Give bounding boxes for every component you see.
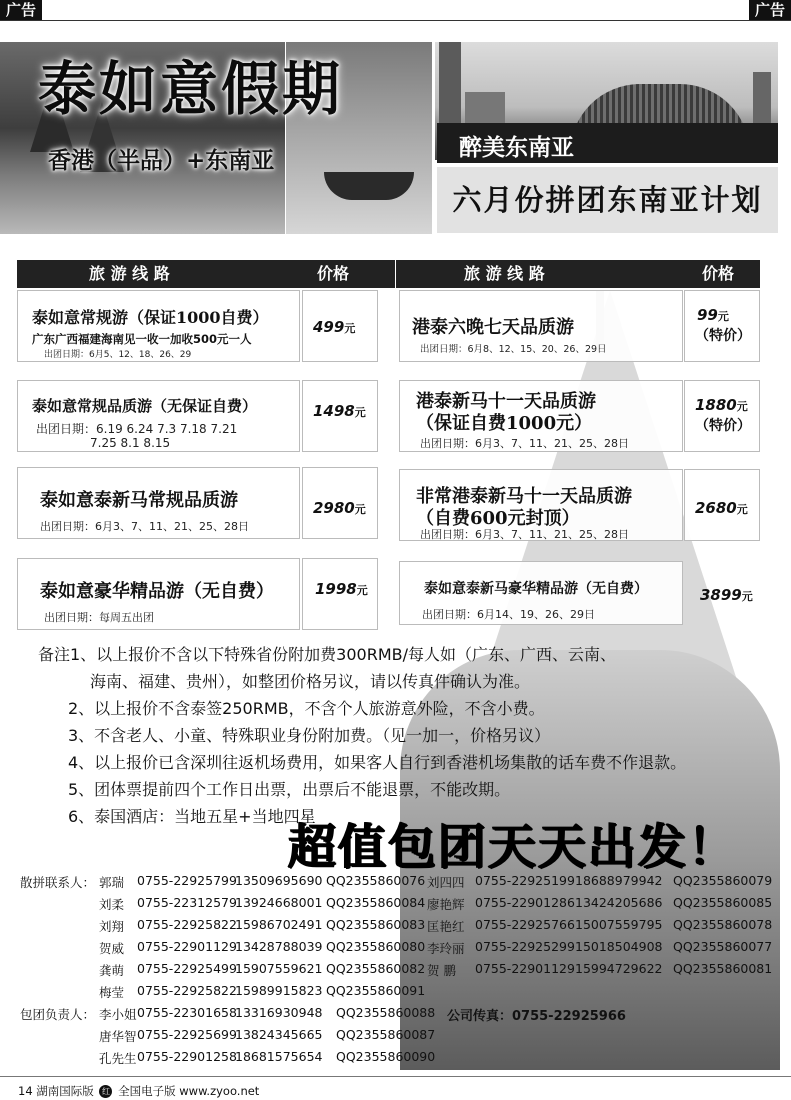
price-left-3 bbox=[302, 467, 378, 539]
tour-title-2: （保证自费1000元） bbox=[416, 413, 593, 434]
ad-tag-left: 广告 bbox=[0, 0, 42, 20]
contact-phone: 0755-22301658 bbox=[137, 1005, 237, 1020]
tour-title: 港泰六晚七天品质游 bbox=[412, 317, 574, 338]
price-value: 1498 bbox=[313, 402, 355, 420]
tour-card-right-4 bbox=[399, 561, 683, 625]
tour-title: 非常港泰新马十一天品质游 bbox=[416, 486, 632, 507]
tour-card-left-4 bbox=[17, 558, 300, 630]
contact-name: 贺威 bbox=[99, 941, 125, 956]
edition-logo-icon: 红 bbox=[99, 1085, 112, 1098]
tour-dates: 出团日期：6月14、19、26、29日 bbox=[422, 608, 595, 621]
contact-qq: QQ2355860078 bbox=[673, 917, 773, 932]
contact-qq: QQ2355860081 bbox=[673, 961, 773, 976]
contact-name: 李小姐 bbox=[99, 1007, 137, 1022]
ad-tag-right: 广告 bbox=[749, 0, 791, 20]
contact-qq: QQ2355860083 bbox=[326, 917, 426, 932]
contact-phone: 0755-22901286 bbox=[475, 895, 575, 910]
tour-card-left-3 bbox=[17, 467, 300, 539]
header-route-left: 旅 游 线 路 bbox=[89, 264, 170, 283]
price-tag: （特价） bbox=[695, 418, 751, 434]
slogan: 超值包团天天出发！ bbox=[288, 819, 739, 875]
banner-subtitle-right: 醉美东南亚 bbox=[459, 135, 574, 161]
tour-title-2: （自费600元封顶） bbox=[416, 508, 580, 529]
contact-phone: 0755-22925499 bbox=[137, 961, 237, 976]
price-value: 499 bbox=[313, 318, 345, 336]
contact-name: 刘柔 bbox=[99, 897, 125, 912]
price-right-2 bbox=[684, 380, 760, 452]
contact-name: 廖艳辉 bbox=[427, 897, 465, 912]
contact-phone: 15986702491 bbox=[235, 917, 323, 932]
price-left-4 bbox=[302, 558, 378, 630]
price-unit: 元 bbox=[344, 322, 356, 335]
tour-dates: 出团日期：6月3、7、11、21、25、28日 bbox=[420, 528, 629, 541]
header-price-right: 价格 bbox=[702, 264, 735, 283]
side-print bbox=[781, 1000, 789, 1070]
top-divider bbox=[0, 20, 791, 21]
price-right-1 bbox=[684, 290, 760, 362]
contact-phone: 13924668001 bbox=[235, 895, 323, 910]
page-number: 14 bbox=[18, 1084, 33, 1098]
tour-dates: 出团日期：每周五出团 bbox=[44, 611, 154, 624]
contact-qq: QQ2355860091 bbox=[326, 983, 426, 998]
tour-title: 泰如意泰新马常规品质游 bbox=[40, 490, 238, 511]
contact-qq: QQ2355860079 bbox=[673, 873, 773, 888]
contact-qq: QQ2355860082 bbox=[326, 961, 426, 976]
contact-phone: 15018504908 bbox=[575, 939, 663, 954]
price-value: 1998 bbox=[315, 580, 357, 598]
contact-name: 刘翔 bbox=[99, 919, 125, 934]
contact-qq: QQ2355860090 bbox=[336, 1049, 436, 1064]
footer bbox=[18, 1083, 259, 1099]
contact-name: 龚萌 bbox=[99, 963, 125, 978]
notes bbox=[38, 641, 687, 830]
price-unit: 元 bbox=[354, 503, 366, 516]
note-4: 4、以上报价已含深圳往返机场费用，如果客人自行到香港机场集散的话车费不作退款。 bbox=[68, 753, 687, 772]
tour-dates: 出团日期：6月3、7、11、21、25、28日 bbox=[420, 437, 629, 450]
contact-qq: QQ2355860076 bbox=[326, 873, 426, 888]
contact-qq: QQ2355860087 bbox=[336, 1027, 436, 1042]
plan-title: 六月份拼团东南亚计划 bbox=[437, 167, 778, 233]
contact-phone: 0755-22925766 bbox=[475, 917, 575, 932]
tour-card-right-1 bbox=[399, 290, 683, 362]
note-6: 6、泰国酒店：当地五星+当地四星 bbox=[68, 807, 316, 826]
banner-subtitle-right-box bbox=[437, 123, 778, 163]
contact-phone: 18688979942 bbox=[575, 873, 663, 888]
note-2: 2、以上报价不含泰签250RMB，不含个人旅游意外险，不含小费。 bbox=[68, 699, 545, 718]
contact-phone: 15007559795 bbox=[575, 917, 663, 932]
contact-phone: 0755-22925299 bbox=[475, 939, 575, 954]
company-fax: 公司传真：0755-22925966 bbox=[447, 1009, 626, 1024]
header-price-left: 价格 bbox=[317, 264, 350, 283]
tour-dates: 出团日期：6月3、7、11、21、25、28日 bbox=[40, 520, 249, 533]
tour-title: 泰如意泰新马豪华精品游（无自费） bbox=[424, 581, 648, 597]
contact-phone: 15994729622 bbox=[575, 961, 663, 976]
contact-phone: 15907559621 bbox=[235, 961, 323, 976]
price-unit: 元 bbox=[741, 590, 753, 603]
website: 全国电子版 www.zyoo.net bbox=[118, 1084, 260, 1098]
price-value: 99 bbox=[697, 306, 718, 324]
tour-card-right-2 bbox=[399, 380, 683, 452]
contact-qq: QQ2355860084 bbox=[326, 895, 426, 910]
note-1: 备注1、以上报价不含以下特殊省份附加费300RMB/每人如（广东、广西、云南、 bbox=[38, 645, 617, 664]
contact-phone: 18681575654 bbox=[235, 1049, 323, 1064]
contact-name: 郭瑞 bbox=[99, 875, 125, 890]
contact-name: 贺 鹏 bbox=[427, 963, 456, 978]
price-right-4 bbox=[700, 585, 753, 604]
price-right-3 bbox=[684, 469, 760, 541]
contact-name: 梅莹 bbox=[99, 985, 125, 1000]
price-left-2 bbox=[302, 380, 378, 452]
table-header-left bbox=[17, 260, 395, 288]
tour-title: 泰如意豪华精品游（无自费） bbox=[40, 581, 274, 602]
price-unit: 元 bbox=[356, 584, 368, 597]
note-1-cont: 海南、福建、贵州），如整团价格另议，请以传真件确认为准。 bbox=[90, 672, 531, 691]
contact-phone: 15989915823 bbox=[235, 983, 323, 998]
price-unit: 元 bbox=[736, 503, 748, 516]
tour-card-left-2 bbox=[17, 380, 300, 452]
price-value: 1880 bbox=[695, 396, 737, 414]
price-unit: 元 bbox=[717, 310, 729, 323]
contact-phone: 0755-22901129 bbox=[137, 939, 237, 954]
price-left-1 bbox=[302, 290, 378, 362]
contact-phone: 13824345665 bbox=[235, 1027, 323, 1042]
edition: 湖南国际版 bbox=[36, 1084, 94, 1098]
tour-dates: 出团日期：6.19 6.24 7.3 7.18 7.21 bbox=[36, 422, 238, 436]
contact-qq: QQ2355860088 bbox=[336, 1005, 436, 1020]
contact-phone: 0755-22925199 bbox=[475, 873, 575, 888]
contact-phone: 13428788039 bbox=[235, 939, 323, 954]
table-header-right bbox=[396, 260, 760, 288]
contact-name: 刘四四 bbox=[427, 875, 465, 890]
contact-phone: 0755-22312579 bbox=[137, 895, 237, 910]
contact-phone: 13424205686 bbox=[575, 895, 663, 910]
tour-note: 广东广西福建海南见一收一加收500元一人 bbox=[32, 332, 252, 346]
banner-subtitle-left: 香港（半品）+东南亚 bbox=[48, 148, 275, 174]
contact-phone: 0755-22925699 bbox=[137, 1027, 237, 1042]
contact-name: 匡艳红 bbox=[427, 919, 465, 934]
price-unit: 元 bbox=[354, 406, 366, 419]
price-tag: （特价） bbox=[695, 328, 751, 344]
contact-name: 李玲丽 bbox=[427, 941, 465, 956]
group-label: 包团负责人： bbox=[20, 1007, 96, 1022]
price-unit: 元 bbox=[736, 400, 748, 413]
contact-phone: 0755-22925822 bbox=[137, 983, 237, 998]
price-value: 2680 bbox=[695, 499, 737, 517]
tour-dates-2: 7.25 8.1 8.15 bbox=[90, 436, 171, 450]
tour-title: 港泰新马十一天品质游 bbox=[416, 391, 596, 412]
header-route-right: 旅 游 线 路 bbox=[464, 264, 545, 283]
contact-qq: QQ2355860085 bbox=[673, 895, 773, 910]
tour-dates: 出团日期：6月5、12、18、26、29 bbox=[44, 350, 192, 360]
contact-phone: 0755-22925822 bbox=[137, 917, 237, 932]
contact-qq: QQ2355860080 bbox=[326, 939, 426, 954]
tour-title: 泰如意常规游（保证1000自费） bbox=[32, 308, 269, 327]
note-3: 3、不含老人、小童、特殊职业身份附加费。（见一加一，价格另议） bbox=[68, 726, 551, 745]
contact-name: 孔先生 bbox=[99, 1051, 137, 1066]
contact-phone: 13509695690 bbox=[235, 873, 323, 888]
price-value: 2980 bbox=[313, 499, 355, 517]
tour-card-left-1 bbox=[17, 290, 300, 362]
price-value: 3899 bbox=[700, 586, 742, 604]
footer-divider bbox=[0, 1076, 791, 1077]
tour-card-right-3 bbox=[399, 469, 683, 541]
note-5: 5、团体票提前四个工作日出票，出票后不能退票，不能改期。 bbox=[68, 780, 511, 799]
contact-phone: 0755-22901258 bbox=[137, 1049, 237, 1064]
tour-dates: 出团日期：6月8、12、15、20、26、29日 bbox=[420, 344, 607, 355]
tour-title: 泰如意常规品质游（无保证自费） bbox=[32, 397, 258, 415]
contact-phone: 0755-22925799 bbox=[137, 873, 237, 888]
boat-shape bbox=[324, 172, 414, 200]
contact-phone: 13316930948 bbox=[235, 1005, 323, 1020]
brand-title: 泰如意假期 bbox=[38, 55, 344, 123]
contacts-label: 散拼联系人： bbox=[20, 875, 96, 890]
contact-name: 唐华智 bbox=[99, 1029, 137, 1044]
contact-phone: 0755-22901129 bbox=[475, 961, 575, 976]
contact-qq: QQ2355860077 bbox=[673, 939, 773, 954]
